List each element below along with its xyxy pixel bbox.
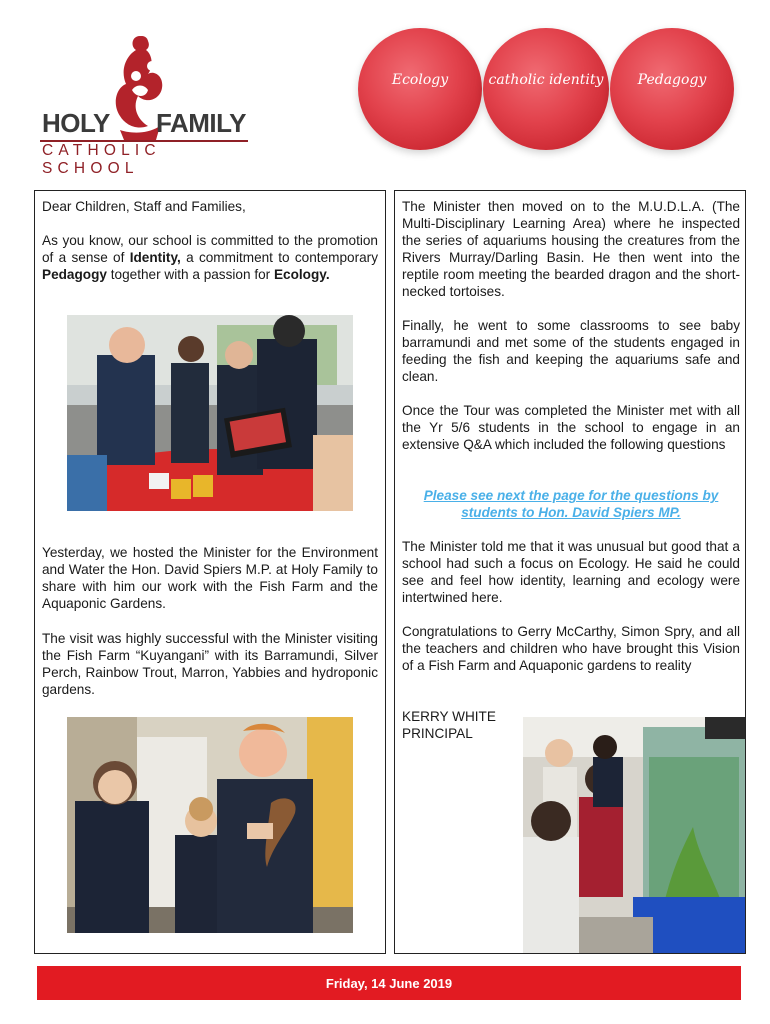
- bubble-label-pedagogy: Pedagogy: [637, 72, 707, 88]
- bubble-ecology: [358, 28, 482, 150]
- logo-text-holy: HOLY: [42, 108, 110, 138]
- classrooms-paragraph: Finally, he went to some classrooms to see baby barramundi and met some of the students engaged in feeding the fish and keeping the aquariums safe and clean.: [402, 318, 740, 384]
- photo-students-at-aquarium: [523, 717, 745, 953]
- right-column: [394, 190, 746, 954]
- intro-identity: Identity,: [129, 250, 181, 265]
- next-page-questions-link[interactable]: Please see next the page for the questions by students to Hon. David Spiers MP.: [423, 488, 719, 520]
- unusual-paragraph: The Minister told me that it was unusual but good that a school had such a focus on Ecology. He said he could see and feel how identity, learning and ecology were intertwined here.: [402, 539, 740, 605]
- photo-minister-with-students: [67, 315, 353, 511]
- bubble-catholic-identity: [483, 28, 609, 150]
- intro-text-c: together with a passion for: [106, 267, 274, 282]
- greeting: Dear Children, Staff and Families,: [42, 199, 246, 214]
- footer-date: Friday, 14 June 2019: [325, 975, 453, 991]
- congratulations-paragraph: Congratulations to Gerry McCarthy, Simon Spry, and all the teachers and children who have brought this Vision of a Fish Farm and Aquaponic gardens to reality: [402, 624, 740, 673]
- left-column: [34, 190, 386, 954]
- visit-success: The visit was highly successful with the Minister visiting the Fish Farm “Kuyangani” with its Barramundi, Silver Perch, Rainbow Trout, Marron, Yabbies and hydroponic gardens.: [42, 631, 378, 697]
- footer-date-bar: [37, 966, 741, 1000]
- school-logo: [40, 30, 255, 177]
- signoff-name: KERRY WHITE: [402, 709, 496, 724]
- intro-text-b: a commitment to contemporary: [180, 250, 378, 265]
- bubble-label-catholic-identity: catholic identity: [488, 72, 604, 88]
- qa-paragraph: Once the Tour was completed the Minister met with all the Yr 5/6 students in the school to engage in an extensive Q&A which included the following questions: [402, 403, 740, 452]
- visit-announcement: Yesterday, we hosted the Minister for the Environment and Water the Hon. David Spiers M.P. at Holy Family to share with him our work with the Fish Farm and the Aquaponic Gardens.: [42, 545, 378, 611]
- bubble-pedagogy: [610, 28, 734, 150]
- logo-subtitle: CATHOLIC SCHOOL: [42, 142, 161, 177]
- intro-ecology: Ecology.: [273, 267, 330, 282]
- bubble-label-ecology: Ecology: [391, 72, 449, 88]
- intro-text-a: As you know, our school is committed to the promotion of a sense of: [42, 233, 378, 265]
- mudla-paragraph: The Minister then moved on to the M.U.D.L.A. (The Multi-Disciplinary Learning Area) where he inspected the series of aquariums housing the creatures from the Rivers Murray/Darling Basin. He then went into the reptile room meeting the bearded dragon and the short-necked tortoises.: [402, 199, 740, 299]
- intro-paragraph: [42, 232, 378, 283]
- logo-text-family: FAMILY: [156, 108, 246, 138]
- intro-pedagogy: Pedagogy: [42, 267, 107, 282]
- signoff-title: PRINCIPAL: [402, 726, 473, 741]
- photo-minister-with-lizard: [67, 717, 353, 933]
